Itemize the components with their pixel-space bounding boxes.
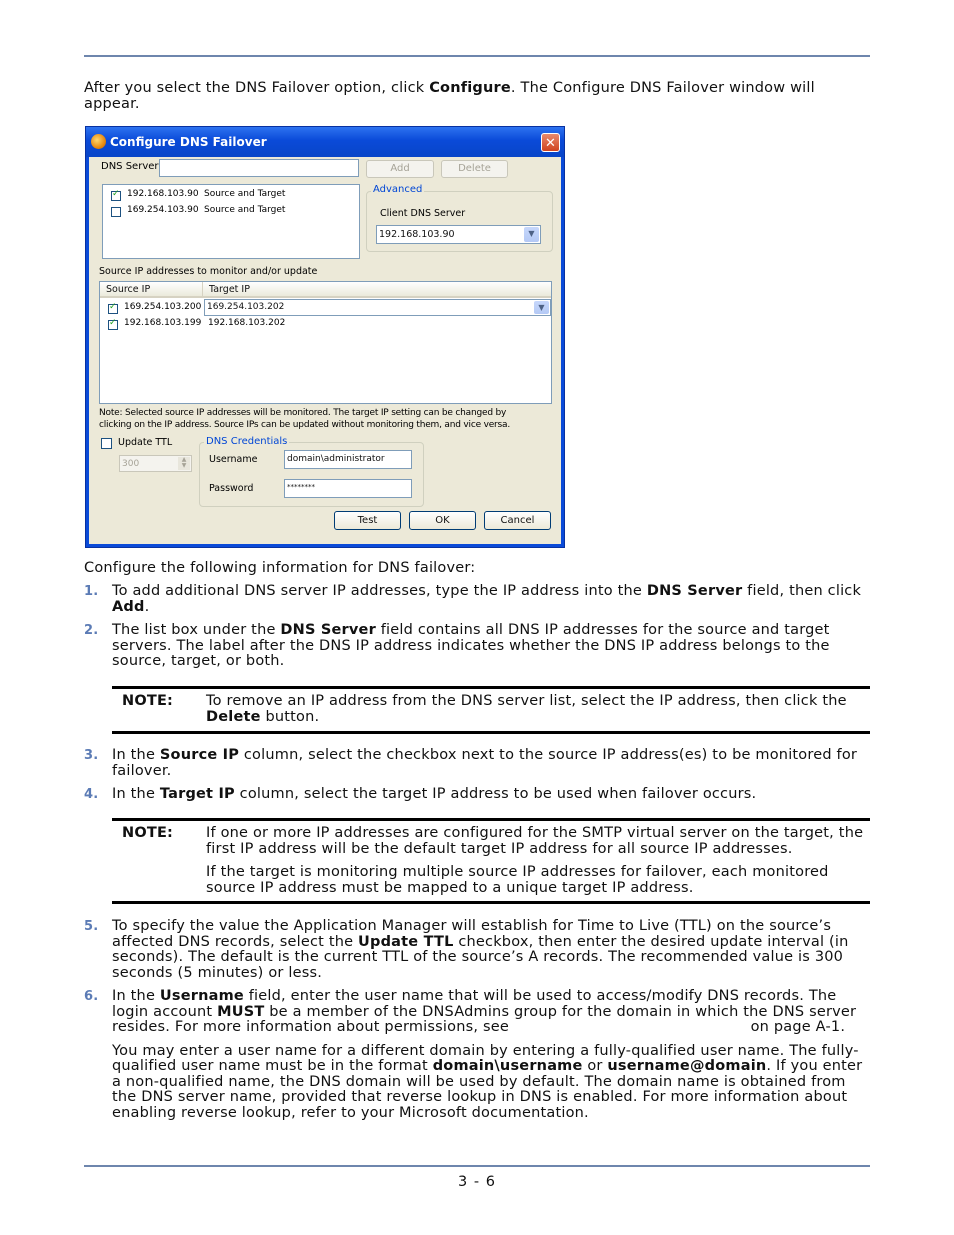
target-ip-2[interactable]: 192.168.103.202 [208, 318, 286, 328]
step-bold: MUST [217, 1003, 265, 1020]
dns-server-label: DNS Server [101, 161, 159, 172]
dns-credentials-label: DNS Credentials [206, 436, 288, 447]
spin-arrows-icon[interactable]: ▲ ▼ [178, 457, 190, 470]
ttl-value: 300 [122, 459, 140, 469]
footer-rule [84, 1165, 870, 1167]
step-bold: username@domain [607, 1058, 767, 1074]
step-text: be a member of the DNSAdmins group for the domain in which the DNS server resides. For more information about permissions, see [112, 1003, 857, 1035]
source-ip-column-header[interactable]: Source IP [100, 282, 203, 298]
password-label: Password [209, 483, 254, 494]
step-5 [84, 919, 870, 981]
configure-dns-failover-window [85, 126, 565, 548]
step-bold: domain\username [432, 1058, 583, 1074]
intro-text: After you select the DNS Failover option, click [84, 80, 430, 96]
step-body [112, 584, 870, 615]
dns-server-list[interactable] [102, 184, 360, 259]
step-bold: Source IP [159, 747, 240, 763]
source-ip-1: 169.254.103.200 [124, 302, 202, 312]
step-3 [84, 748, 870, 779]
chevron-down-icon[interactable]: ▼ [534, 301, 549, 314]
step-bold: Update TTL [358, 933, 454, 950]
step-text: column, select the target IP address to be used when failover occurs. [234, 786, 757, 802]
source-target-grid[interactable] [99, 281, 552, 404]
step-text: You may enter a user name for a different domain by entering a fully-qualified user name. The fully-qualified user name must be in the format [112, 1042, 859, 1074]
step-body [112, 787, 870, 803]
step-text: field, then click [742, 583, 862, 599]
source-checkbox-2[interactable] [108, 320, 118, 330]
client-dns-server-select[interactable] [376, 225, 541, 244]
dialog-client-area [89, 157, 561, 544]
password-input[interactable]: ******** [284, 479, 412, 498]
step-6 [84, 989, 870, 1121]
step-number: 3. [84, 748, 99, 763]
note-paragraph: If one or more IP addresses are configured for the SMTP virtual server on the target, the first IP address will be the default target IP address for all source IP addresses. [206, 825, 864, 857]
step-number: 2. [84, 623, 99, 638]
chevron-down-icon[interactable]: ▼ [524, 227, 539, 242]
step-text: . [144, 598, 150, 615]
step-body [112, 919, 870, 981]
target-ip-column-header[interactable]: Target IP [203, 282, 551, 298]
step-2 [84, 623, 870, 670]
update-ttl-checkbox[interactable] [101, 438, 112, 449]
delete-button[interactable]: Delete [441, 160, 508, 178]
note-text-part: button. [260, 708, 320, 725]
step-text: on page A-1. [745, 1019, 846, 1035]
step-number: 6. [84, 989, 99, 1004]
note-bold: Delete [206, 708, 261, 725]
note-text [206, 689, 870, 725]
page-number: 3 - 6 [458, 1174, 496, 1190]
note-label: NOTE: [122, 825, 174, 841]
intro-text-end: . The Configure DNS Failover window will appear. [84, 80, 815, 112]
note-line-2: clicking on the IP address. Source IPs can be updated without monitoring them, and vice versa. [99, 420, 511, 430]
server-checkbox-2[interactable] [111, 207, 121, 217]
step-text: . If you enter a non-qualified name, the DNS domain will be used by default. The domain name is obtained from the DNS server name, provided that reverse lookup in DNS is enabled. For more information about enabling reverse lookup, refer to your Microsoft documentation. [112, 1058, 863, 1121]
configure-intro: Configure the following information for DNS failover: [84, 560, 476, 576]
step-text: In the [112, 988, 160, 1004]
intro-bold: Configure [429, 80, 511, 96]
step-number: 1. [84, 584, 99, 599]
step-1 [84, 584, 870, 615]
note-box-2 [112, 818, 870, 904]
title-bar [86, 127, 564, 157]
step-text: In the [112, 786, 160, 802]
step-bold: DNS Server [646, 583, 743, 599]
intro-paragraph [84, 81, 870, 112]
update-ttl-label: Update TTL [118, 437, 173, 448]
window-title: Configure DNS Failover [110, 135, 267, 149]
advanced-group-label: Advanced [373, 184, 423, 195]
close-icon[interactable]: ✕ [541, 133, 560, 152]
step-bold: DNS Server [280, 622, 376, 638]
step-bold: Target IP [159, 786, 235, 802]
step-paragraph [112, 1044, 870, 1122]
step-text: checkbox, then enter the desired update interval (in seconds). The default is the current TTL of the source’s A records. The recommended value is 300 seconds (5 minutes) or less. [112, 933, 849, 981]
client-dns-server-label: Client DNS Server [380, 208, 466, 219]
app-icon [91, 134, 106, 149]
step-4 [84, 787, 870, 803]
server-role-1: Source and Target [204, 189, 286, 199]
step-text: The list box under the [112, 622, 281, 638]
step-text: To specify the value the Application Manager will establish for Time to Live (TTL) on the source’s affected DNS records, select the [112, 918, 832, 950]
step-text: or [582, 1058, 608, 1074]
note-box-1 [112, 686, 870, 734]
server-checkbox-1[interactable] [111, 191, 121, 201]
username-input[interactable]: domain\administrator [284, 450, 412, 469]
source-checkbox-1[interactable] [108, 304, 118, 314]
step-body [112, 748, 870, 779]
source-ip-section-label: Source IP addresses to monitor and/or update [99, 266, 318, 277]
server-role-2: Source and Target [204, 205, 286, 215]
add-button[interactable]: Add [366, 160, 434, 178]
client-dns-server-value: 192.168.103.90 [379, 229, 455, 240]
note-paragraph: If the target is monitoring multiple source IP addresses for failover, each monitored source IP address must be mapped to a unique target IP address. [206, 864, 829, 896]
dns-server-input[interactable] [159, 159, 359, 177]
step-number: 4. [84, 787, 99, 802]
ttl-spinner[interactable] [119, 455, 192, 472]
step-text: field, enter the user name that will be used to access/modify DNS records. The login account [112, 988, 837, 1020]
note-text-part: To remove an IP address from the DNS server list, select the IP address, then click the [206, 693, 847, 709]
step-number: 5. [84, 919, 99, 934]
step-text: field contains all DNS IP addresses for the source and target servers. The label after the DNS IP address indicates whether the DNS IP address belongs to the source, target, or both. [112, 622, 830, 669]
target-ip-select-1[interactable] [204, 299, 551, 316]
source-ip-2: 192.168.103.199 [124, 318, 202, 328]
ok-button[interactable]: OK [409, 511, 476, 530]
note-label: NOTE: [122, 693, 174, 709]
step-bold: Username [159, 988, 244, 1004]
step-text: To add additional DNS server IP addresses, type the IP address into the [112, 583, 647, 599]
username-label: Username [209, 454, 258, 465]
step-text: In the [112, 747, 160, 763]
step-paragraph [112, 989, 870, 1036]
note-line-1: Note: Selected source IP addresses will be monitored. The target IP setting can be changed by [99, 408, 507, 418]
cancel-button[interactable]: Cancel [484, 511, 551, 530]
step-text: column, select the checkbox next to the source IP address(es) to be monitored for failover. [112, 747, 858, 779]
step-bold: Add [112, 598, 145, 615]
step-body [112, 989, 870, 1121]
server-ip-1: 192.168.103.90 [127, 189, 199, 199]
target-ip-1: 169.254.103.202 [207, 302, 285, 312]
header-rule [84, 55, 870, 57]
note-text [206, 821, 870, 896]
test-button[interactable]: Test [334, 511, 401, 530]
step-body [112, 623, 870, 670]
server-ip-2: 169.254.103.90 [127, 205, 199, 215]
